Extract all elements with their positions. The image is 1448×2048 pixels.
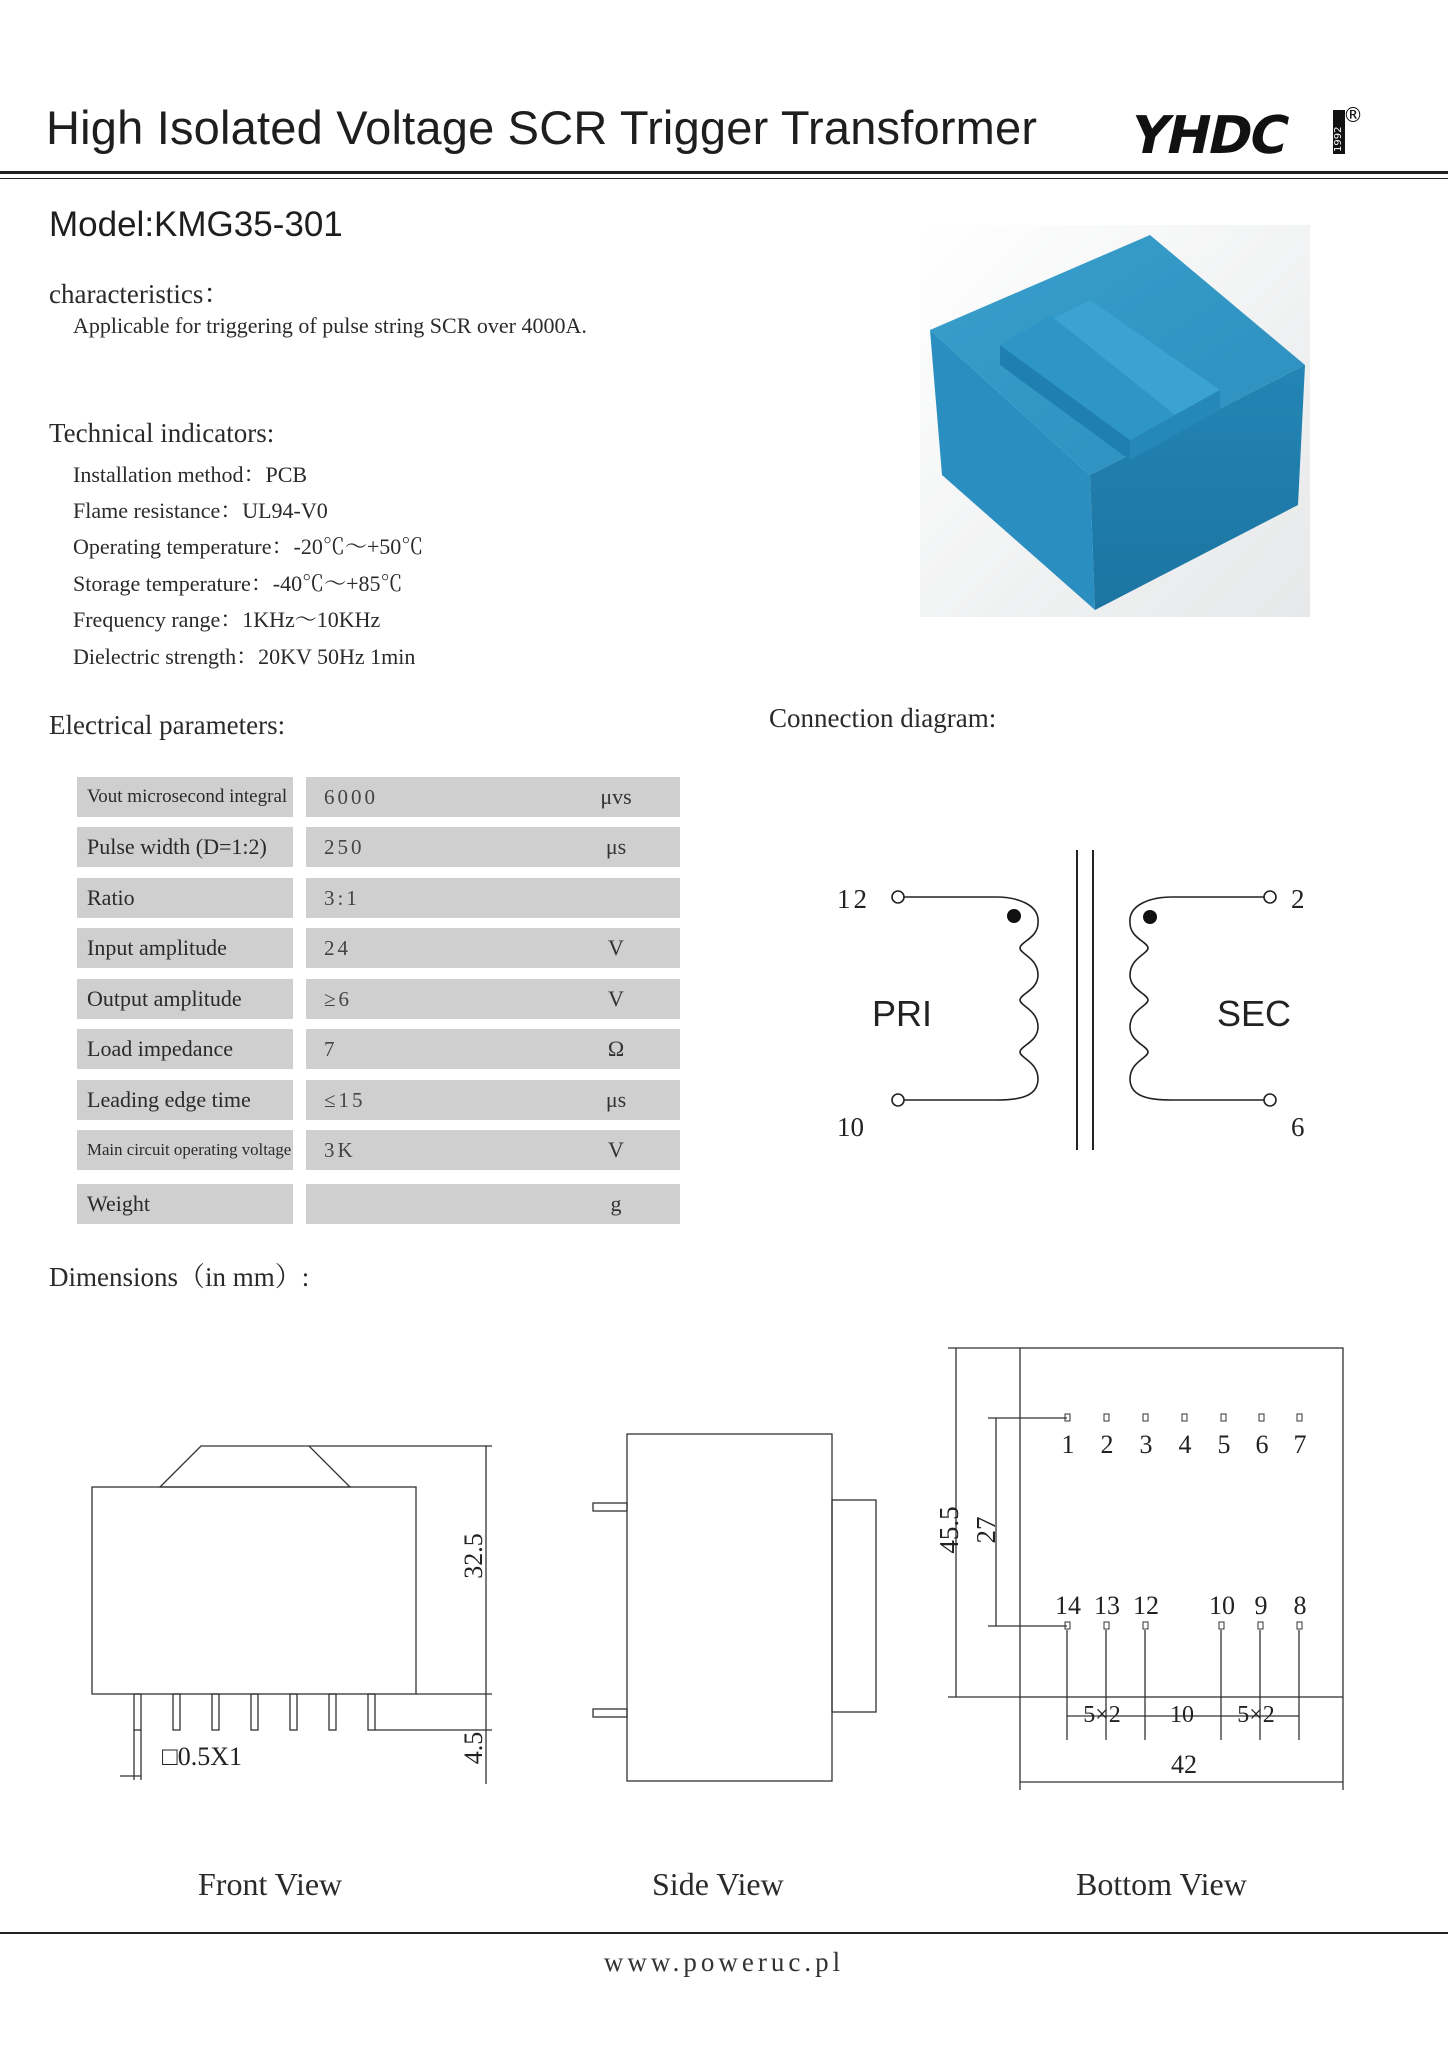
pin-number: 8 (1293, 1591, 1307, 1620)
param-value: 6000 (324, 785, 378, 809)
logo-text: YHDC (1125, 105, 1293, 166)
characteristics-text: Applicable for triggering of pulse string SCR over 4000A. (73, 313, 587, 338)
header-rule-thin (0, 178, 1448, 179)
param-value: ≤15 (324, 1088, 366, 1112)
param-unit: V (608, 935, 624, 960)
bottom-row-spacing-dim: 27 (971, 1516, 1001, 1544)
characteristics-heading: characteristics： (49, 279, 231, 309)
param-label: Ratio (77, 878, 293, 918)
page-title: High Isolated Voltage SCR Trigger Transformer (46, 101, 1038, 154)
param-label: Input amplitude (77, 928, 293, 968)
logo-year: 1992 (1333, 126, 1344, 152)
param-value-cell (306, 777, 680, 817)
pin-number: 4 (1178, 1430, 1192, 1459)
param-value: 3:1 (324, 886, 360, 910)
pin-number: 5 (1217, 1430, 1231, 1459)
bottom-height-dim: 45.5 (934, 1506, 964, 1554)
dimension-drawings (0, 1320, 1448, 1800)
pri-polarity-dot (1007, 909, 1021, 923)
param-unit: μs (605, 834, 627, 859)
param-value: 3K (324, 1138, 356, 1162)
tech-operating-temperature: Operating temperature：-20℃～+50℃ (73, 534, 424, 559)
front-pins (134, 1694, 375, 1730)
connection-heading: Connection diagram: (769, 703, 997, 733)
pin-number: 2 (1100, 1430, 1114, 1459)
technical-heading: Technical indicators: (49, 418, 275, 448)
param-label: Vout microsecond integral (77, 777, 293, 817)
bottom-view-label: Bottom View (1076, 1866, 1247, 1902)
param-value-cell (306, 979, 680, 1019)
gap-dim: 10 (1170, 1702, 1194, 1728)
tech-installation-method: Installation method：PCB (73, 462, 308, 487)
param-unit: g (610, 1191, 622, 1216)
param-value: 24 (324, 936, 351, 960)
pin-number: 1 (1061, 1430, 1075, 1459)
pin-label-sec-bottom: 6 (1291, 1112, 1305, 1142)
connection-diagram (780, 820, 1340, 1180)
registered-mark: ® (1343, 103, 1363, 127)
param-value-cell (306, 827, 680, 867)
tech-flame-resistance: Flame resistance：UL94-V0 (73, 498, 328, 523)
front-view-label: Front View (198, 1866, 343, 1902)
param-value-cell (306, 1184, 680, 1224)
param-unit: μvs (600, 784, 632, 809)
pin-number: 13 (1094, 1591, 1120, 1620)
model-number: Model:KMG35-301 (49, 205, 343, 244)
pin-number: 7 (1293, 1430, 1307, 1459)
param-value: 7 (324, 1037, 338, 1061)
pin-label-pri-top: 12 (837, 884, 870, 914)
footer-rule (0, 1932, 1448, 1934)
param-value-cell (306, 928, 680, 968)
pri-label: PRI (872, 993, 933, 1034)
footer-website: www.poweruc.pl (603, 1947, 845, 1977)
param-value-cell (306, 1029, 680, 1069)
front-height-dim: 32.5 (459, 1533, 488, 1579)
sec-label: SEC (1217, 993, 1292, 1034)
front-pin-size-dim: □0.5X1 (162, 1742, 242, 1771)
yhdc-logo (1125, 102, 1363, 166)
tech-storage-temperature: Storage temperature：-40℃～+85℃ (73, 571, 403, 596)
side-view-label: Side View (652, 1866, 784, 1902)
param-value-cell (306, 1130, 680, 1170)
pitch-right-dim: 5×2 (1237, 1702, 1275, 1728)
electrical-heading: Electrical parameters: (49, 710, 286, 740)
param-unit: μs (605, 1087, 627, 1112)
pin-number: 3 (1139, 1430, 1153, 1459)
pin-number: 6 (1255, 1430, 1269, 1459)
pin-label-pri-bottom: 10 (837, 1112, 864, 1142)
pitch-left-dim: 5×2 (1083, 1702, 1121, 1728)
param-unit: V (608, 1137, 624, 1162)
param-label: Weight (77, 1184, 293, 1224)
product-photo (920, 225, 1310, 617)
param-value-cell (306, 878, 680, 918)
param-label: Main circuit operating voltage (77, 1130, 293, 1170)
tech-frequency-range: Frequency range：1KHz～10KHz (73, 607, 381, 632)
param-label: Pulse width (D=1:2) (77, 827, 293, 867)
pin-number: 12 (1133, 1591, 1159, 1620)
pin-number: 10 (1209, 1591, 1235, 1620)
tech-dielectric-strength: Dielectric strength：20KV 50Hz 1min (73, 644, 416, 669)
param-value-cell (306, 1080, 680, 1120)
pin-number: 9 (1254, 1591, 1268, 1620)
param-value: ≥6 (324, 987, 353, 1011)
param-value: 250 (324, 835, 365, 859)
param-label: Load impedance (77, 1029, 293, 1069)
front-pin-length-dim: 4.5 (459, 1731, 488, 1765)
pin-number: 14 (1055, 1591, 1081, 1620)
param-label: Leading edge time (77, 1080, 293, 1120)
pin-label-sec-top: 2 (1291, 884, 1305, 914)
header-rule (0, 171, 1448, 174)
param-unit: V (608, 986, 624, 1011)
bottom-width-dim: 42 (1171, 1750, 1197, 1779)
param-label: Output amplitude (77, 979, 293, 1019)
sec-polarity-dot (1143, 910, 1157, 924)
param-unit: Ω (607, 1036, 625, 1061)
dimensions-heading: Dimensions（in mm）: (49, 1262, 310, 1292)
